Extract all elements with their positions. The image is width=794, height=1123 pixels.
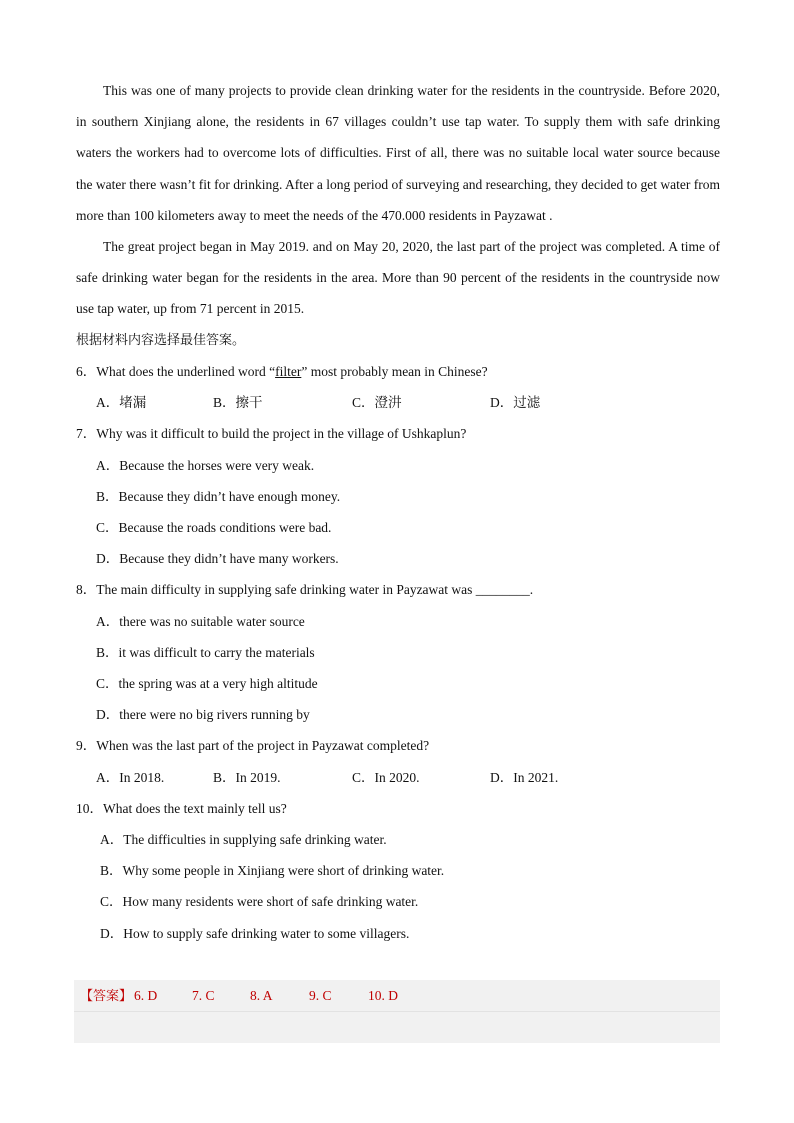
answer-7: 7. C (192, 988, 215, 1003)
answer-9: 9. C (309, 988, 332, 1003)
answer-10: 10. D (368, 988, 399, 1003)
answer-box-divider (74, 1011, 720, 1012)
question-9-stem: 9．When was the last part of the project in Payzawat completed? (76, 738, 430, 753)
question-6-option-c: C．澄汫 (352, 395, 402, 410)
question-6-option-a: A．堵漏 (96, 395, 147, 410)
question-10-option-b: B．Why some people in Xinjiang were short of drinking water. (100, 863, 445, 878)
question-9-option-b: B．In 2019. (213, 770, 281, 785)
question-6-option-d: D．过滤 (490, 395, 541, 410)
question-6-option-b: B．擦干 (213, 395, 263, 410)
question-8-option-b: B．it was difficult to carry the materials (96, 645, 315, 660)
question-7-option-d: D．Because they didn’t have many workers. (96, 551, 339, 566)
question-9-option-a: A．In 2018. (96, 770, 165, 785)
question-7-option-b: B．Because they didn’t have enough money. (96, 489, 341, 504)
question-10-option-c: C．How many residents were short of safe drinking water. (100, 894, 419, 909)
question-9-option-d: D．In 2021. (490, 770, 559, 785)
question-10-stem: 10．What does the text mainly tell us? (76, 801, 287, 816)
underlined-word: filter (275, 364, 302, 379)
passage-paragraph-1: This was one of many projects to provide clean drinking water for the residents in the countryside. Before 2020, in southern Xinjiang alone, the residents in 67 villages couldn’t use tap water. To supply them with safe drinking waters the workers had to overcome lots of difficulties. First of all, there was no suitable local water source because the water there wasn’t fit for drinking. After a long period of surveying and researching, they decided to get water from more than 100 kilometers away to meet the needs of the 470.000 residents in Payzawat . (76, 83, 720, 223)
answer-6: 6. D (134, 988, 158, 1003)
question-7-option-a: A．Because the horses were very weak. (96, 458, 315, 473)
answer-8: 8. A (250, 988, 273, 1003)
question-7-stem: 7．Why was it difficult to build the project in the village of Ushkaplun? (76, 426, 467, 441)
question-7-option-c: C．Because the roads conditions were bad. (96, 520, 332, 535)
question-10-option-a: A．The difficulties in supplying safe drinking water. (100, 832, 387, 847)
answer-line (80, 986, 398, 1006)
question-8-option-d: D．there were no big rivers running by (96, 707, 310, 722)
instruction-text: 根据材料内容选择最佳答案。 (76, 333, 246, 348)
question-8-stem: 8．The main difficulty in supplying safe drinking water in Payzawat was ________. (76, 582, 534, 597)
question-8-option-a: A．there was no suitable water source (96, 614, 305, 629)
question-9-option-c: C．In 2020. (352, 770, 420, 785)
answer-label: 【答案】 (80, 989, 133, 1004)
passage-paragraph-2: The great project began in May 2019. and on May 20, 2020, the last part of the project was completed. A time of safe drinking water began for the residents in the area. More than 90 percent of the residents in the countryside now use tap water, up from 71 percent in 2015. (76, 239, 720, 317)
question-10-option-d: D．How to supply safe drinking water to some villagers. (100, 926, 410, 941)
question-8-option-c: C．the spring was at a very high altitude (96, 676, 318, 691)
question-6-stem: 6．What does the underlined word “filter” most probably mean in Chinese? (76, 364, 488, 379)
answer-box (74, 980, 720, 1043)
